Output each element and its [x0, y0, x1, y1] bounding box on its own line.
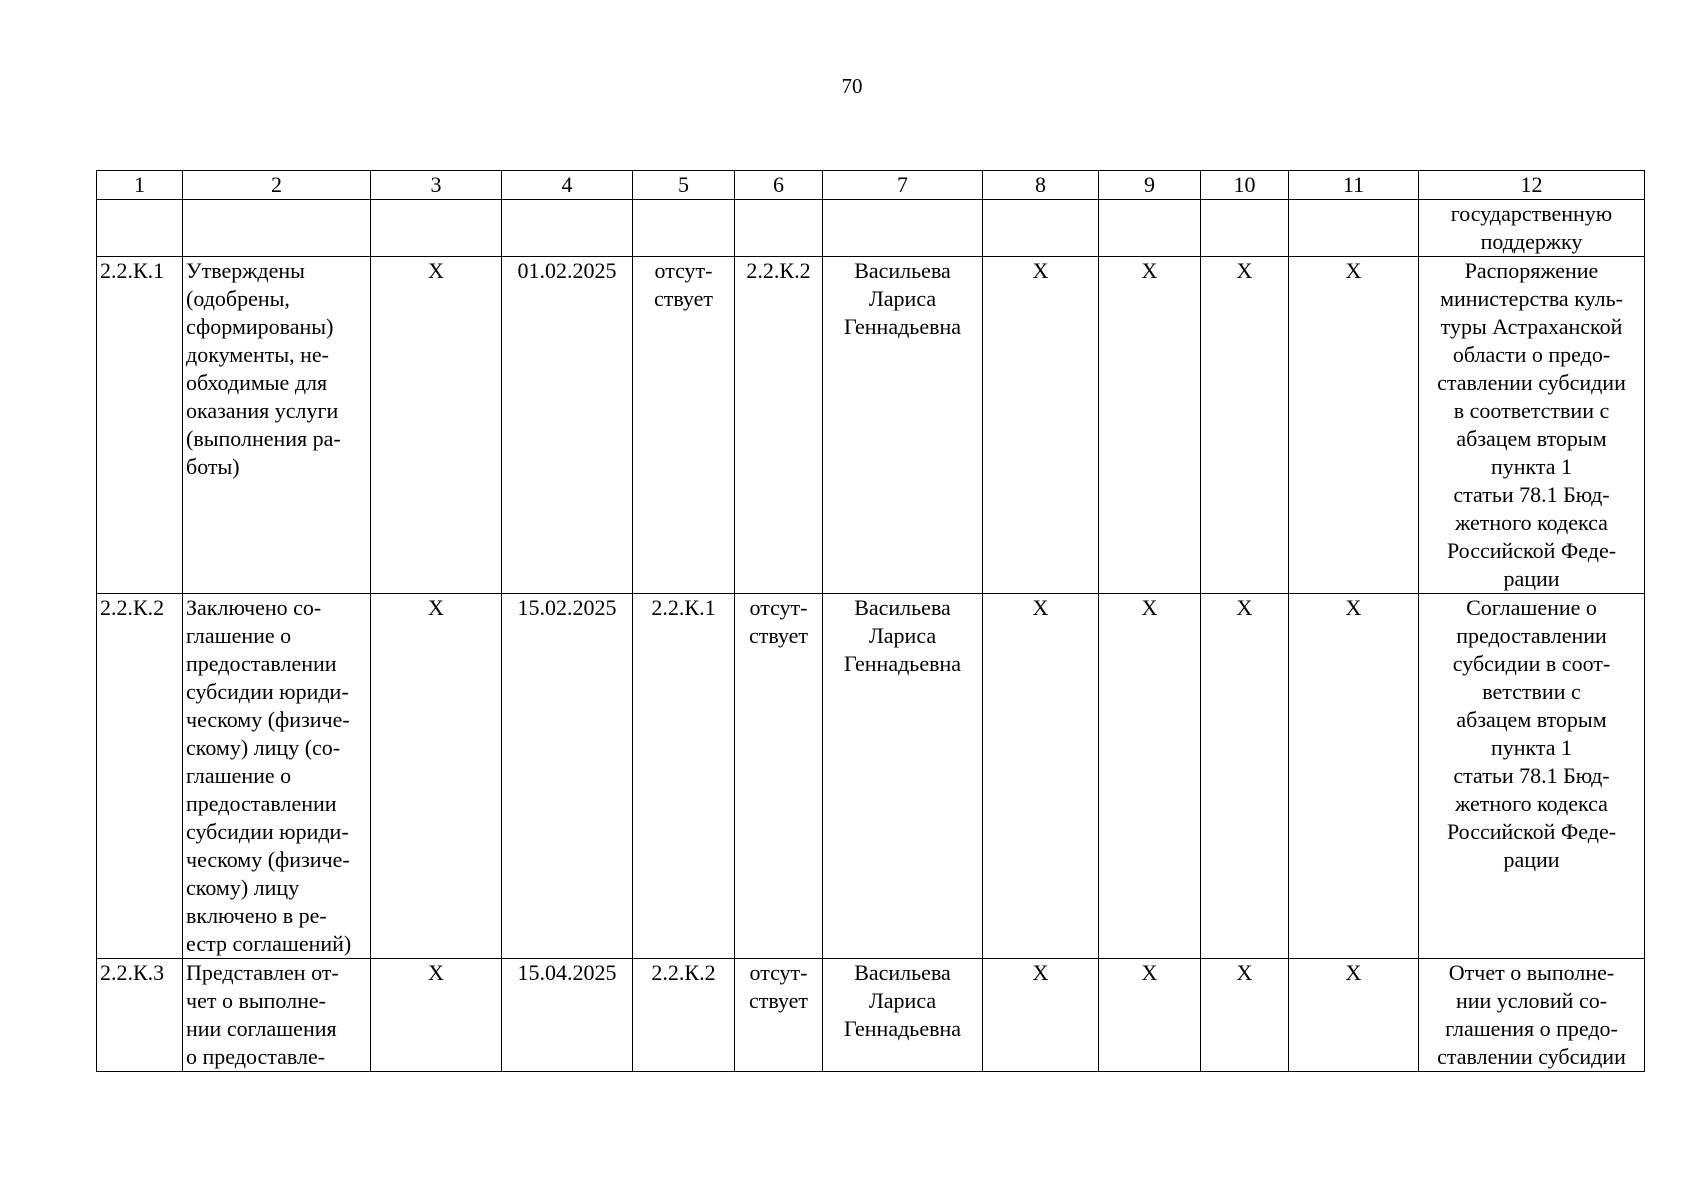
document-cell: Распоряжение министерства куль- туры Астраханской области о предо- ставлении субсидии в соответствии с абзацем вторым пункта 1 статьи 78.1 Бюд- жетного кодекса Российской Феде- рации — [1419, 257, 1645, 594]
empty-cell — [735, 200, 823, 257]
table-row — [97, 594, 1645, 959]
empty-cell — [1201, 200, 1289, 257]
header-cell: 11 — [1289, 171, 1419, 200]
id-cell: 2.2.К.3 — [97, 959, 183, 1072]
predecessor-cell: отсут- ствует — [633, 257, 735, 594]
x-cell: X — [1201, 959, 1289, 1072]
x-cell: X — [371, 594, 502, 959]
x-cell: X — [1289, 594, 1419, 959]
empty-cell — [983, 200, 1099, 257]
header-cell: 5 — [633, 171, 735, 200]
x-cell: X — [1289, 959, 1419, 1072]
x-cell: X — [371, 257, 502, 594]
table-row — [97, 257, 1645, 594]
page-number: 70 — [841, 74, 863, 98]
id-cell: 2.2.К.2 — [97, 594, 183, 959]
x-cell: X — [1099, 959, 1201, 1072]
x-cell: X — [1099, 594, 1201, 959]
document-cell: Отчет о выполне- нии условий со- глашения о предо- ставлении субсидии — [1419, 959, 1645, 1072]
name-cell: Заключено со- глашение о предоставлении субсидии юриди- ческому (физиче- скому) лицу (со- глашение о предоставлении субсидии юриди- ческому (физиче- скому) лицу включено в ре- естр соглашений) — [183, 594, 371, 959]
header-cell: 10 — [1201, 171, 1289, 200]
x-cell: X — [983, 257, 1099, 594]
table-header-row — [97, 171, 1645, 200]
header-cell: 7 — [823, 171, 983, 200]
x-cell: X — [1289, 257, 1419, 594]
empty-cell — [502, 200, 633, 257]
header-cell: 3 — [371, 171, 502, 200]
predecessor-cell: 2.2.К.1 — [633, 594, 735, 959]
header-cell: 6 — [735, 171, 823, 200]
responsible-cell: Васильева Лариса Геннадьевна — [823, 257, 983, 594]
x-cell: X — [1201, 594, 1289, 959]
responsible-cell: Васильева Лариса Геннадьевна — [823, 594, 983, 959]
date-cell: 15.04.2025 — [502, 959, 633, 1072]
date-cell: 01.02.2025 — [502, 257, 633, 594]
table-row — [97, 959, 1645, 1072]
empty-cell — [633, 200, 735, 257]
x-cell: X — [983, 594, 1099, 959]
control-points-table — [96, 170, 1645, 1072]
empty-cell — [97, 200, 183, 257]
header-cell: 4 — [502, 171, 633, 200]
x-cell: X — [1201, 257, 1289, 594]
successor-cell: отсут- ствует — [735, 594, 823, 959]
x-cell: X — [371, 959, 502, 1072]
empty-cell — [371, 200, 502, 257]
name-cell: Представлен от- чет о выполне- нии соглашения о предоставле- — [183, 959, 371, 1072]
successor-cell: отсут- ствует — [735, 959, 823, 1072]
name-cell: Утверждены (одобрены, сформированы) документы, не- обходимые для оказания услуги (выполнения ра- боты) — [183, 257, 371, 594]
id-cell: 2.2.К.1 — [97, 257, 183, 594]
responsible-cell: Васильева Лариса Геннадьевна — [823, 959, 983, 1072]
document-cell: Соглашение о предоставлении субсидии в соот- ветствии с абзацем вторым пункта 1 статьи 78.1 Бюд- жетного кодекса Российской Феде- рации — [1419, 594, 1645, 959]
header-cell: 12 — [1419, 171, 1645, 200]
predecessor-cell: 2.2.К.2 — [633, 959, 735, 1072]
x-cell: X — [983, 959, 1099, 1072]
empty-cell — [1099, 200, 1201, 257]
successor-cell: 2.2.К.2 — [735, 257, 823, 594]
header-cell: 9 — [1099, 171, 1201, 200]
x-cell: X — [1099, 257, 1201, 594]
document-cell: государственную поддержку — [1419, 200, 1645, 257]
empty-cell — [183, 200, 371, 257]
header-cell: 1 — [97, 171, 183, 200]
empty-cell — [823, 200, 983, 257]
header-cell: 2 — [183, 171, 371, 200]
continuation-row — [97, 200, 1645, 257]
date-cell: 15.02.2025 — [502, 594, 633, 959]
header-cell: 8 — [983, 171, 1099, 200]
empty-cell — [1289, 200, 1419, 257]
